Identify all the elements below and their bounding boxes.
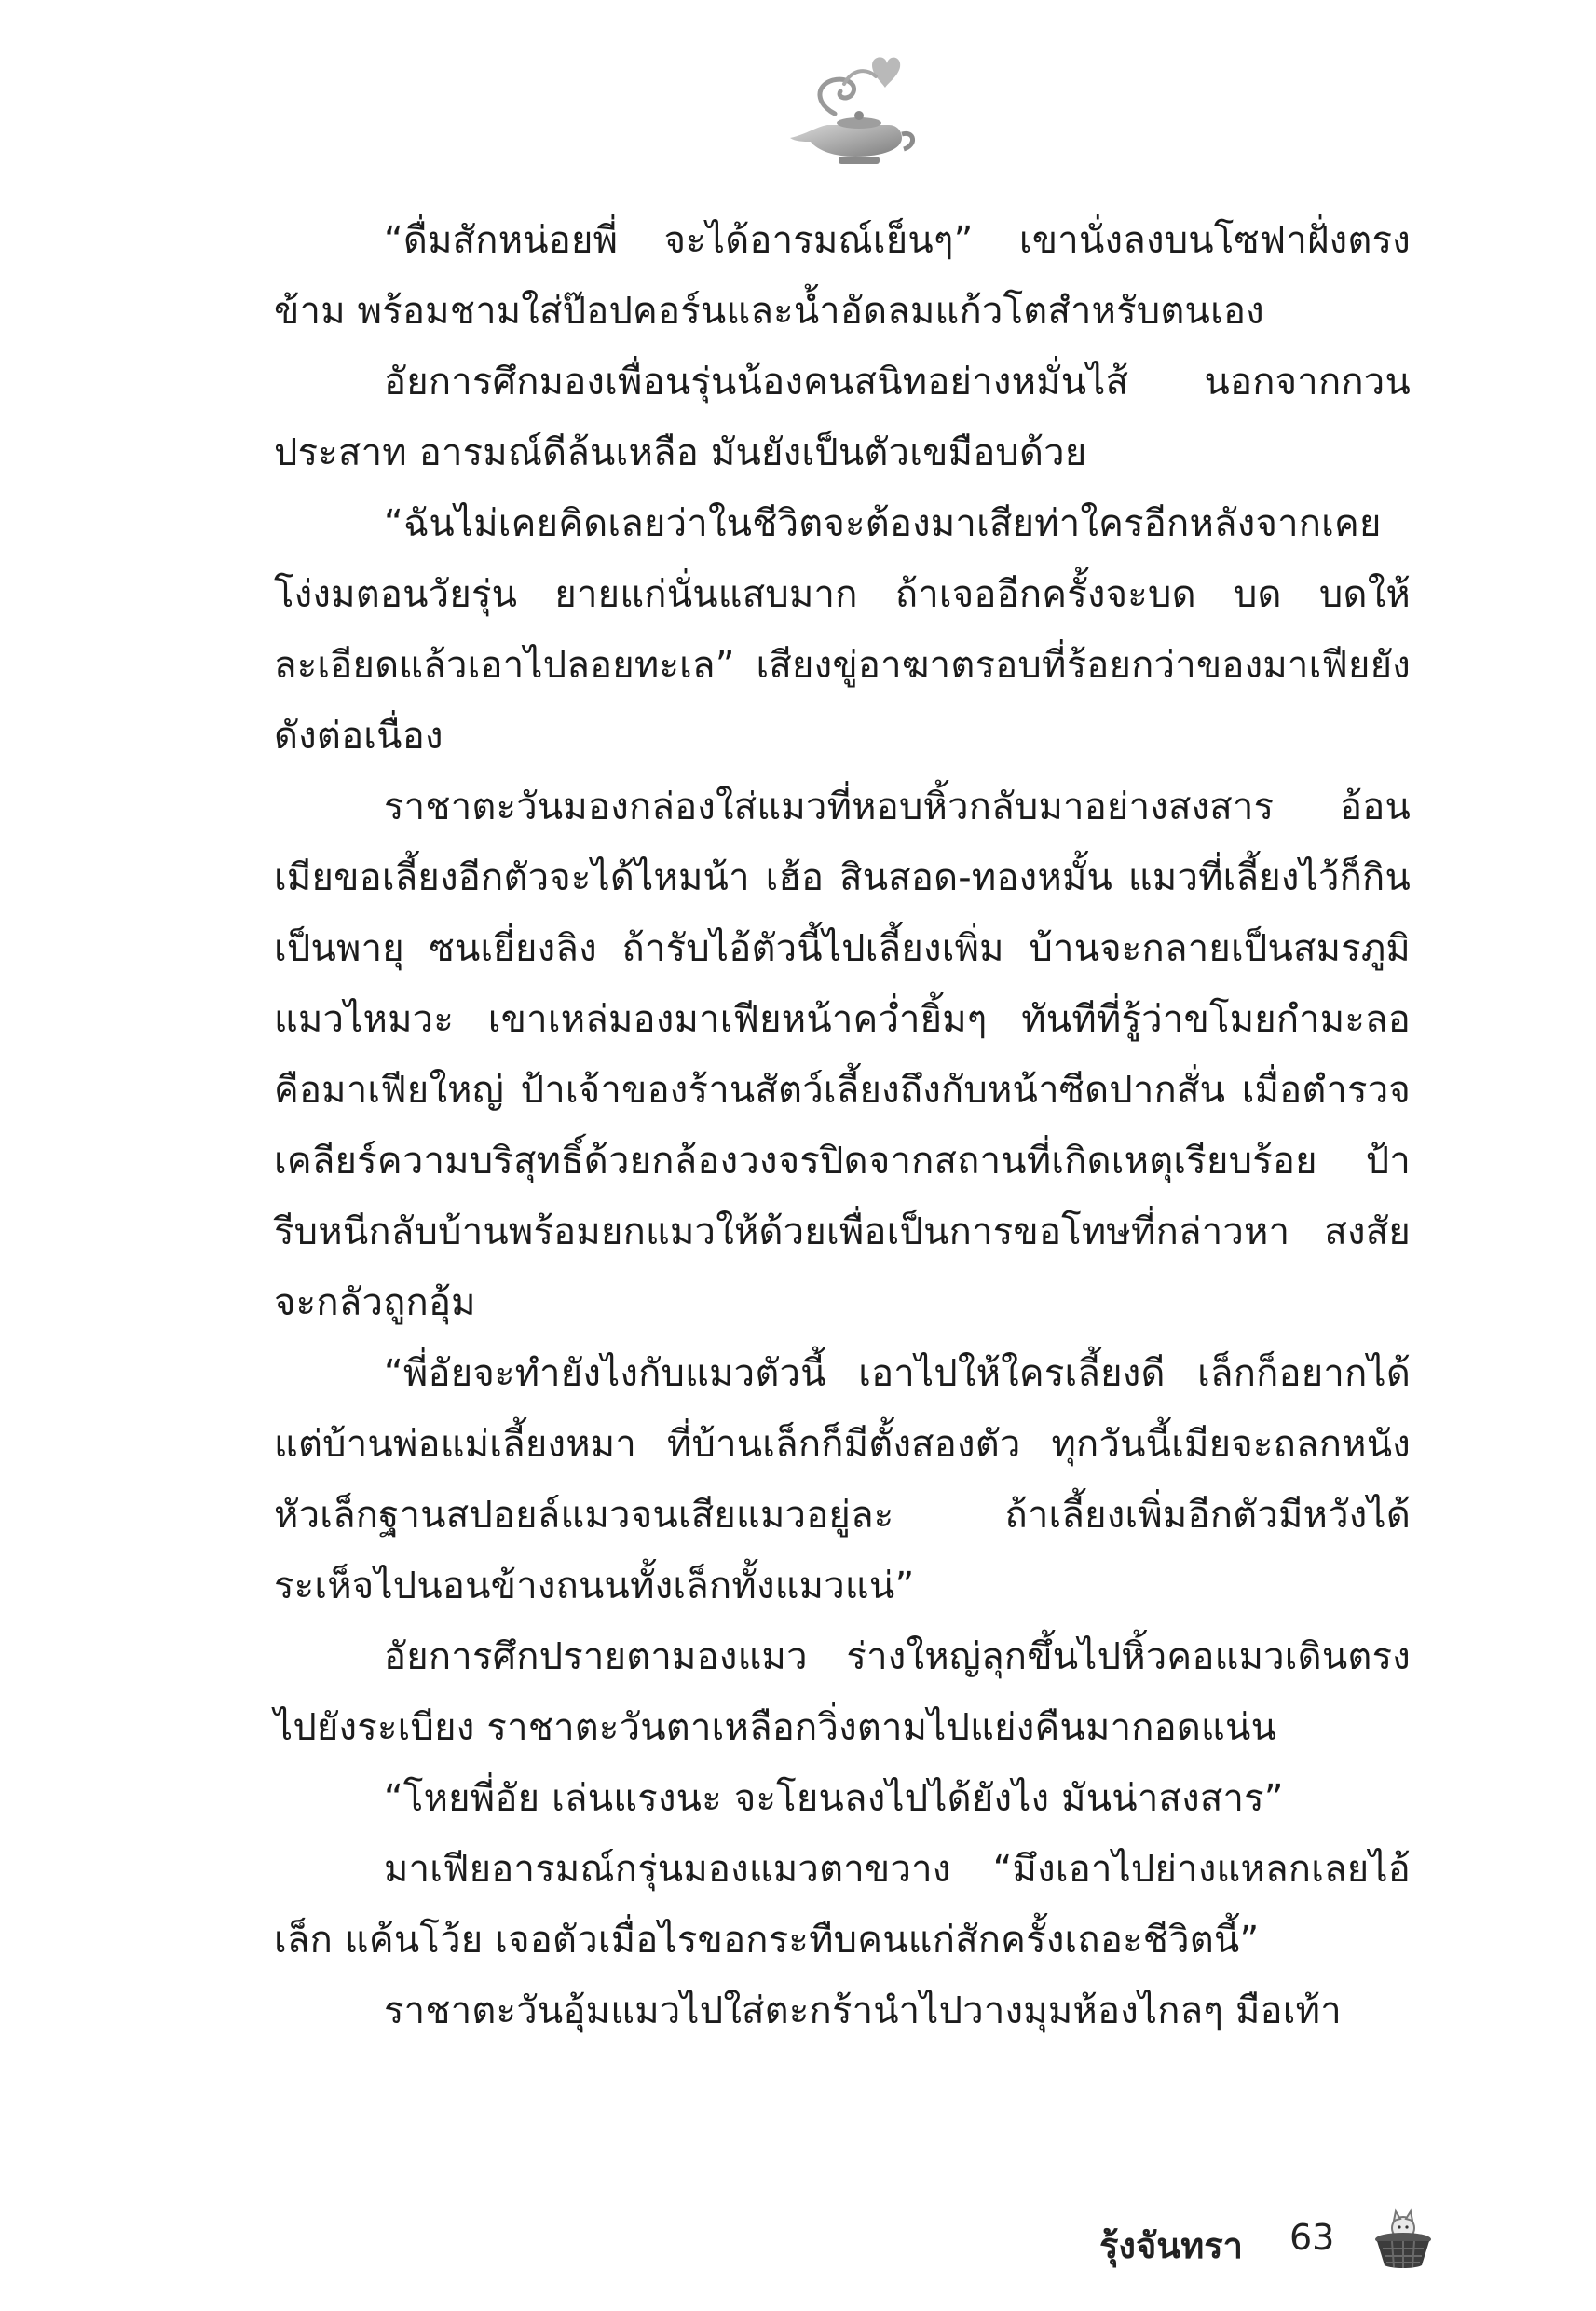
paragraph-1: “ดื่มสักหน่อยพี่ จะได้อารมณ์เย็นๆ” เขานั่งลงบนโซฟาฝั่งตรงข้าม พร้อมชามใส่ป๊อปคอร์นและน้ำอัดลมแก้วโตสำหรับตนเอง bbox=[274, 219, 1411, 333]
paragraph-4: ราชาตะวันมองกล่องใส่แมวที่หอบหิ้วกลับมาอย่างสงสาร อ้อนเมียขอเลี้ยงอีกตัวจะได้ไหมน้า เฮ้อ สินสอด-ทองหมั้น แมวที่เลี้ยงไว้ก็กินเป็นพายุ ซนเยี่ยงลิง ถ้ารับไอ้ตัวนี้ไปเลี้ยงเพิ่ม บ้านจะกลายเป็นสมรภูมิแมวไหมวะ เขาเหล่มองมาเฟียหน้าคว่ำยิ้มๆ ทันทีที่รู้ว่าขโมยกำมะลอคือมาเฟียใหญ่ ป้าเจ้าของร้านสัตว์เลี้ยงถึงกับหน้าซีดปากสั่น เมื่อตำรวจเคลียร์ความบริสุทธิ์ด้วยกล้องวงจรปิดจากสถานที่เกิดเหตุเรียบร้อย ป้ารีบหนีกลับบ้านพร้อมยกแมวให้ด้วยเพื่อเป็นการขอโทษที่กล่าวหา สงสัยจะกลัวถูกอุ้ม bbox=[274, 786, 1411, 1324]
paragraph-8: มาเฟียอารมณ์กรุ่นมองแมวตาขวาง “มึงเอาไปย่างแหลกเลยไอ้เล็ก แค้นโว้ย เจอตัวเมื่อไรขอกระทืบคนแก่สักครั้งเถอะชีวิตนี้” bbox=[274, 1848, 1411, 1962]
genie-lamp-icon bbox=[779, 48, 919, 170]
paragraph-9: ราชาตะวันอุ้มแมวไปใส่ตะกร้านำไปวางมุมห้องไกลๆ มือเท้า bbox=[384, 1990, 1342, 2032]
story-text bbox=[274, 205, 1411, 2046]
paragraph-7: “โหยพี่อัย เล่นแรงนะ จะโยนลงไปได้ยังไง มันน่าสงสาร” bbox=[384, 1777, 1284, 1820]
page-footer bbox=[1062, 2204, 1453, 2278]
paragraph-6: อัยการศึกปรายตามองแมว ร่างใหญ่ลุกขึ้นไปหิ้วคอแมวเดินตรงไปยังระเบียง ราชาตะวันตาเหลือกวิ่งตามไปแย่งคืนมากอดแน่น bbox=[274, 1635, 1411, 1749]
paragraph-2: อัยการศึกมองเพื่อนรุ่นน้องคนสนิทอย่างหมั่นไส้ นอกจากกวนประสาท อารมณ์ดีล้นเหลือ มันยังเป็นตัวเขมือบด้วย bbox=[274, 361, 1411, 474]
paragraph-5: “พี่อัยจะทำยังไงกับแมวตัวนี้ เอาไปให้ใครเลี้ยงดี เล็กก็อยากได้ แต่บ้านพ่อแม่เลี้ยงหมา ที่บ้านเล็กก็มีตั้งสองตัว ทุกวันนี้เมียจะถลกหนังหัวเล็กฐานสปอยล์แมวจนเสียแมวอยู่ละ ถ้าเลี้ยงเพิ่มอีกตัวมีหวังได้ระเห็จไปนอนข้างถนนทั้งเล็กทั้งแมวแน่” bbox=[274, 1352, 1411, 1607]
cat-in-basket-icon bbox=[1370, 2204, 1437, 2271]
paragraph-3: “ฉันไม่เคยคิดเลยว่าในชีวิตจะต้องมาเสียท่าใครอีกหลังจากเคยโง่งมตอนวัยรุ่น ยายแก่นั่นแสบมาก ถ้าเจออีกครั้งจะบด บด บดให้ละเอียดแล้วเอาไปลอยทะเล” เสียงขู่อาฆาตรอบที่ร้อยกว่าของมาเฟียยังดังต่อเนื่อง bbox=[274, 502, 1411, 758]
page-number: 63 bbox=[1289, 2217, 1335, 2258]
book-title: รุ้งจันทรา bbox=[1099, 2225, 1244, 2266]
